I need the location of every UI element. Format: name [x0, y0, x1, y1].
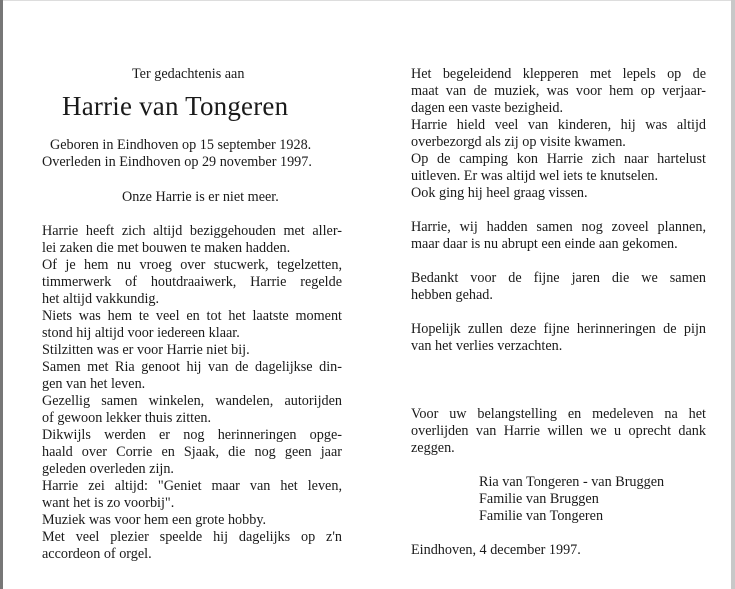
body-line: Samen met Ria genoot hij van de dagelijkse din- [42, 359, 342, 375]
signature-line: Ria van Tongeren - van Bruggen [479, 474, 665, 490]
body-line: timmerwerk of houtdraaiwerk, Harrie regelde [42, 274, 342, 290]
body-line: maar daar is nu abrupt een einde aan gekomen. [411, 236, 678, 252]
body-line: geleden overleden zijn. [42, 461, 174, 477]
signature-line: Familie van Tongeren [479, 508, 604, 524]
top-border [3, 0, 731, 1]
body-line: lei zaken die met bouwen te maken hadden. [42, 240, 291, 256]
body-line: want het is zo voorbij". [42, 495, 175, 511]
body-line: stond hij altijd voor iedereen klaar. [42, 325, 240, 341]
body-line: overbezorgd als zij op visite kwamen. [411, 134, 626, 150]
body-line: Of je hem nu vroeg over stucwerk, tegelzetten, [42, 257, 342, 273]
body-line: Ook ging hij heel graag vissen. [411, 185, 588, 201]
body-line: accordeon of orgel. [42, 546, 152, 562]
body-line: hebben gehad. [411, 287, 493, 303]
body-line: dagen een vaste bezigheid. [411, 100, 564, 116]
body-line: haald over Corrie en Sjaak, die nog geen jaar [42, 444, 342, 460]
body-line: gen van het leven. [42, 376, 146, 392]
body-line: van het verlies verzachten. [411, 338, 563, 354]
body-line: Muziek was voor hem een grote hobby. [42, 512, 267, 528]
body-line: Bedankt voor de fijne jaren die we samen [411, 270, 706, 286]
thanks-line: zeggen. [411, 440, 455, 456]
right-border [731, 0, 735, 589]
signature-line: Familie van Bruggen [479, 491, 599, 507]
thanks-line: overlijden van Harrie willen we u oprecht dank [411, 423, 706, 439]
body-line: Harrie hield veel van kinderen, hij was altijd [411, 117, 706, 133]
body-line: Harrie heeft zich altijd beziggehouden met aller- [42, 223, 342, 239]
body-line: Stilzitten was er voor Harrie niet bij. [42, 342, 250, 358]
death-line: Overleden in Eindhoven op 29 november 1997. [42, 154, 312, 170]
body-line: Dikwijls werden er nog herinneringen opge- [42, 427, 342, 443]
thanks-line: Voor uw belangstelling en medeleven na het [411, 406, 706, 422]
body-line: Gezellig samen winkelen, wandelen, autorijden [42, 393, 342, 409]
body-line: of gewoon lekker thuis zitten. [42, 410, 212, 426]
body-line: uitleven. Er was altijd wel iets te knutselen. [411, 168, 659, 184]
body-line: Hopelijk zullen deze fijne herinneringen de pijn [411, 321, 706, 337]
birth-line: Geboren in Eindhoven op 15 september 1928. [50, 137, 312, 153]
opening-line: Onze Harrie is er niet meer. [122, 189, 279, 205]
body-line: maat van de muziek, was voor hem op verjaar- [411, 83, 706, 99]
body-line: Met veel plezier speelde hij dagelijks op z'n [42, 529, 342, 545]
place-date: Eindhoven, 4 december 1997. [411, 542, 581, 558]
body-line: Het begeleidend klepperen met lepels op de [411, 66, 706, 82]
body-line: Harrie zei altijd: "Geniet maar van het leven, [42, 478, 342, 494]
left-border [0, 0, 3, 589]
body-line: Harrie, wij hadden samen nog zoveel plannen, [411, 219, 706, 235]
body-line: het altijd vakkundig. [42, 291, 160, 307]
body-line: Op de camping kon Harrie zich naar hartelust [411, 151, 706, 167]
deceased-name: Harrie van Tongeren [62, 91, 289, 121]
body-line: Niets was hem te veel en tot het laatste moment [42, 308, 342, 324]
memorial-intro: Ter gedachtenis aan [132, 66, 245, 82]
